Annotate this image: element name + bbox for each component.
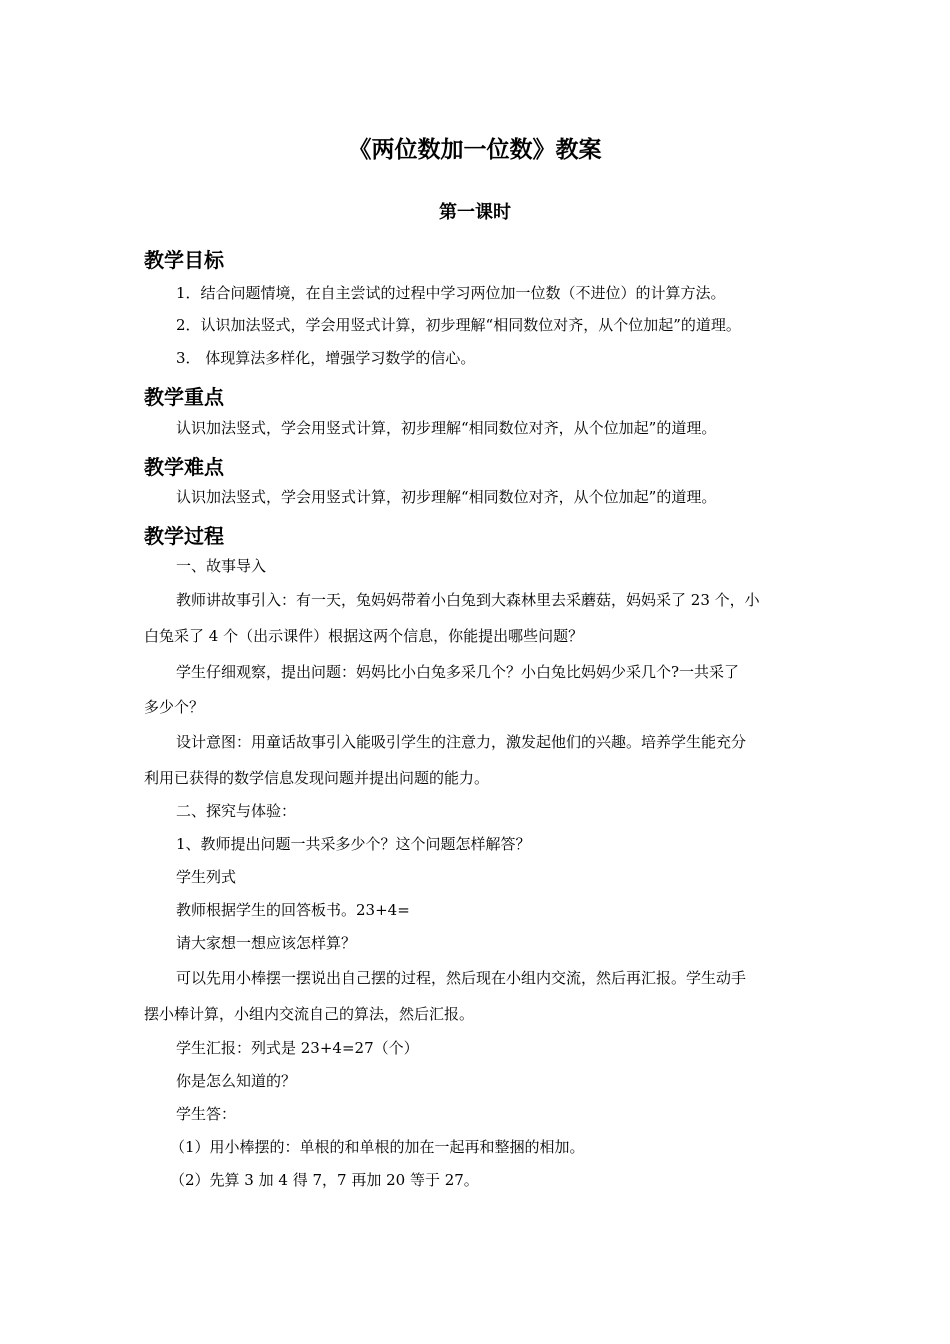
document-title: 《两位数加一位数》教案 — [348, 137, 602, 163]
objective-item: 2．认识加法竖式，学会用竖式计算，初步理解“相同数位对齐，从个位加起”的道理。 — [176, 316, 741, 334]
process-line: 学生仔细观察，提出问题：妈妈比小白兔多采几个？小白兔比妈妈少采几个?一共采了 — [176, 663, 740, 681]
heading-process: 教学过程 — [144, 524, 224, 548]
process-line: 1、教师提出问题一共采多少个？这个问题怎样解答？ — [176, 835, 531, 853]
process-line: 可以先用小棒摆一摆说出自己摆的过程，然后现在小组内交流，然后再汇报。学生动手 — [176, 969, 747, 987]
process-line: 摆小棒计算，小组内交流自己的算法，然后汇报。 — [144, 1005, 475, 1023]
process-line: 设计意图：用童话故事引入能吸引学生的注意力，激发起他们的兴趣。培养学生能充分 — [176, 733, 747, 751]
process-line: 二、探究与体验： — [176, 802, 297, 820]
process-line: 学生列式 — [176, 868, 237, 886]
process-line: 一、故事导入 — [176, 557, 267, 575]
heading-objectives: 教学目标 — [144, 248, 224, 272]
difficulties-text: 认识加法竖式，学会用竖式计算，初步理解“相同数位对齐，从个位加起”的道理。 — [176, 488, 717, 506]
process-line: 请大家想一想应该怎样算？ — [176, 934, 357, 952]
objective-item: 3． 体现算法多样化，增强学习数学的信心。 — [176, 349, 476, 367]
process-line: 学生汇报：列式是 23+4=27（个） — [176, 1039, 419, 1057]
heading-difficulties: 教学难点 — [144, 455, 224, 479]
process-line: 白兔采了 4 个（出示课件）根据这两个信息，你能提出哪些问题？ — [144, 627, 584, 645]
objective-item: 1．结合问题情境，在自主尝试的过程中学习两位加一位数（不进位）的计算方法。 — [176, 284, 726, 302]
process-line: 教师根据学生的回答板书。23+4= — [176, 901, 410, 919]
heading-key-points: 教学重点 — [144, 385, 224, 409]
process-line: 教师讲故事引入：有一天，兔妈妈带着小白兔到大森林里去采蘑菇，妈妈采了 23 个，小 — [176, 591, 760, 609]
process-line: 学生答： — [176, 1105, 237, 1123]
process-line: （1）用小棒摆的：单根的和单根的加在一起再和整捆的相加。 — [170, 1138, 585, 1156]
key-points-text: 认识加法竖式，学会用竖式计算，初步理解“相同数位对齐，从个位加起”的道理。 — [176, 419, 717, 437]
process-line: （2）先算 3 加 4 得 7，7 再加 20 等于 27。 — [170, 1171, 479, 1189]
process-line: 多少个？ — [144, 698, 205, 716]
process-line: 利用已获得的数学信息发现问题并提出问题的能力。 — [144, 769, 490, 787]
lesson-subtitle: 第一课时 — [439, 202, 511, 223]
process-line: 你是怎么知道的？ — [176, 1072, 297, 1090]
